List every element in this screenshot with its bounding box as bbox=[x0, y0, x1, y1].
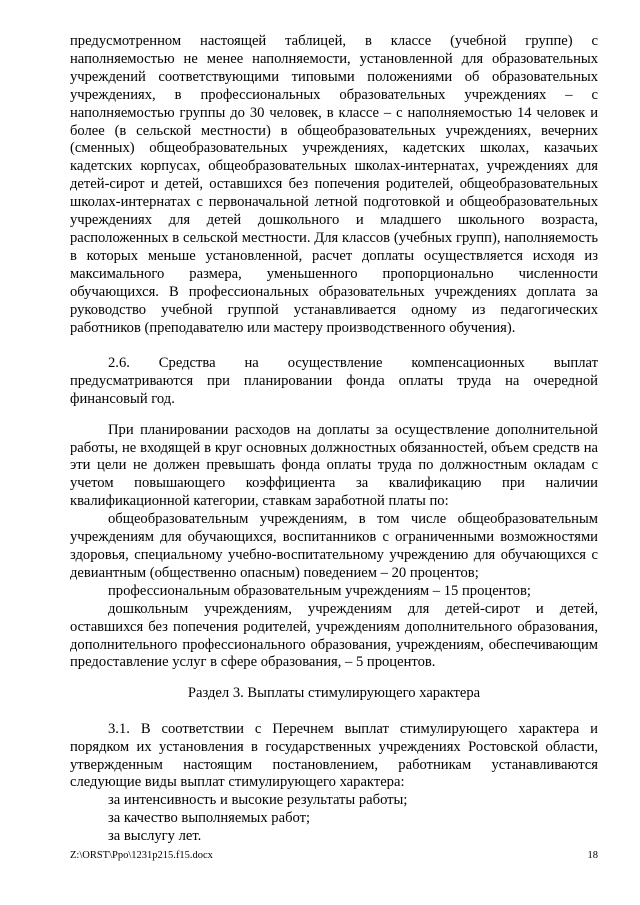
list-item: за выслугу лет. bbox=[108, 828, 202, 845]
paragraph-planning: При планировании расходов на доплаты за осуществление дополнительной работы, не входящей в круг основных должностных обязанностей, объем средств на эти цели не должен превышать фонда оплаты труда по должностным окладам с учетом повышающего коэффициента за квалификацию при наличии квалификационной категории, ставкам заработной платы по: bbox=[70, 421, 598, 510]
document-body bbox=[70, 33, 598, 846]
paragraph-general-education: общеобразовательным учреждениям, в том числе общеобразовательным учреждениям для обучающихся, воспитанников с ограниченными возможностями здоровья, специальному учебно-воспитательному учреждению для обучающихся с девиантным (общественно опасным) поведением – 20 процентов; bbox=[70, 511, 598, 581]
list-item: за интенсивность и высокие результаты работы; bbox=[108, 792, 408, 809]
paragraph-professional: профессиональным образовательным учреждениям – 15 процентов; bbox=[108, 582, 531, 599]
section-heading: Раздел 3. Выплаты стимулирующего характера bbox=[187, 685, 481, 702]
paragraph-continuation: предусмотренном настоящей таблицей, в классе (учебной группе) с наполняемостью не менее наполняемости, установленной для образовательных учреждений соответствующими типовыми положениями об образовательных учреждениях, в профессиональных образовательных учреждениях – с наполняемостью группы до 30 человек, в классе – с наполняемостью 14 человек и более (в сельской местности) в общеобразовательных учреждениях, вечерних (сменных) общеобразовательных учреждениях, кадетских школах, казачьих кадетских корпусах, общеобразовательных школах-интернатах, учреждениях для детей-сирот и детей, оставшихся без попечения родителей, общеобразовательных школах-интернатах с первоначальной летной подготовкой и общеобразовательных учреждениях для детей дошкольного и младшего школьного возраста, расположенных в сельской местности. Для классов (учебных групп), наполняемость в которых меньше установленной, расчет доплаты осуществляется исходя из максимального размера, уменьшенного пропорционально численности обучающихся. В профессиональных образовательных учреждениях доплата за руководство учебной группой устанавливается одному из педагогических работников (преподавателю или мастеру производственного обучения). bbox=[70, 33, 598, 336]
footer-file-path: Z:\ORST\Ppo\1231p215.f15.docx bbox=[70, 850, 213, 861]
footer-page-number: 18 bbox=[587, 850, 598, 861]
list-item: за качество выполняемых работ; bbox=[108, 810, 311, 827]
paragraph-3-1: 3.1. В соответствии с Перечнем выплат стимулирующего характера и порядком их установления в государственных учреждениях Ростовской области, утвержденным настоящим постановлением, работникам устанавливаются следующие виды выплат стимулирующего характера: bbox=[70, 720, 598, 791]
paragraph-2-6: 2.6. Средства на осуществление компенсационных выплат предусматриваются при планировании фонда оплаты труда на очередной финансовый год. bbox=[70, 354, 598, 407]
paragraph-preschool: дошкольным учреждениям, учреждениям для детей-сирот и детей, оставшихся без попечения родителей, учреждениям дополнительного образования, дополнительного профессионального образования, учреждениям, обеспечивающим предоставление услуг в сфере образования, – 5 процентов. bbox=[70, 600, 598, 671]
